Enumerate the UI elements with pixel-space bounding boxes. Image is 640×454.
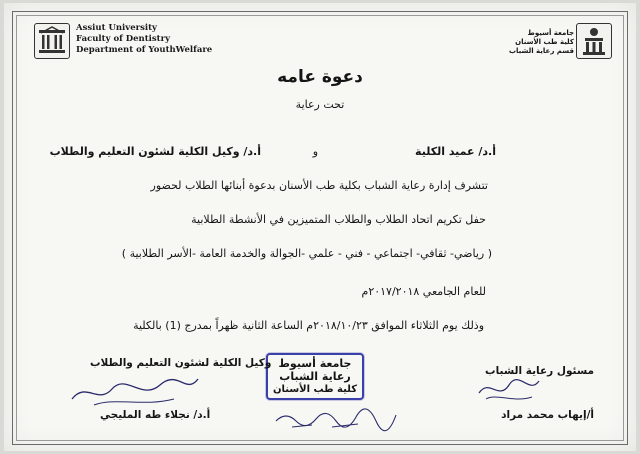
stamp-faculty: كلية طب الأسنان [272, 384, 358, 395]
signature-right-scribble [474, 373, 544, 403]
stamp-handwritten-note [272, 403, 402, 431]
department-stamp [266, 353, 364, 400]
header-arabic-department: قسم رعاية الشباب [508, 47, 574, 55]
header-english [76, 23, 236, 56]
stamp-department: رعاية الشباب [279, 370, 351, 383]
date-location-text: وذلك يوم الثلاثاء الموافق ٢٠١٨/١٠/٢٣م الساعة الثانية ظهراً بمدرج (1) بالكلية [133, 319, 484, 332]
header-english-faculty: Faculty of Dentistry [76, 34, 171, 44]
patron-vice-dean: أ.د/ وكيل الكلية لشئون التعليم والطلاب [49, 145, 261, 158]
header-arabic-university: جامعة أسيوط [527, 29, 574, 37]
signature-left-scribble [64, 371, 204, 411]
invitation-subtitle: تحت رعاية [295, 98, 345, 111]
activities-text: ( رياضي- ثقافي- اجتماعي - فني - علمي -الجوالة والخدمة العامة -الأسر الطلابية ) [121, 247, 492, 260]
invitation-title: دعوة عامه [277, 67, 363, 87]
patron-dean: أ.د/ عميد الكلية [415, 145, 496, 158]
faculty-logo-left [34, 23, 70, 59]
faculty-logo-right [576, 23, 612, 59]
stamp-university: جامعة أسيوط [278, 357, 352, 370]
signature-right-title: مسئول رعاية الشباب [485, 365, 594, 377]
signature-left-title: وكيل الكلية لشئون التعليم والطلاب [90, 357, 272, 369]
signature-left-name: أ.د/ نجلاء طه المليجي [100, 409, 211, 421]
patron-connector: و [312, 145, 318, 158]
header-english-university: Assiut University [76, 23, 157, 33]
invitation-text: تتشرف إدارة رعاية الشباب بكلية طب الأسنان بدعوة أبنائها الطلاب لحضور [150, 179, 488, 192]
header-arabic [454, 29, 574, 56]
header-arabic-faculty: كلية طب الأسنان [515, 38, 574, 46]
academic-year-text: للعام الجامعي ٢٠١٧/٢٠١٨م [361, 285, 486, 298]
invitation-page [4, 3, 636, 451]
ceremony-text: حفل تكريم اتحاد الطلاب والطلاب المتميزين في الأنشطة الطلابية [191, 213, 486, 226]
header-english-department: Department of YouthWelfare [76, 45, 213, 55]
signature-right-name: أ/إيهاب محمد مراد [501, 409, 594, 421]
